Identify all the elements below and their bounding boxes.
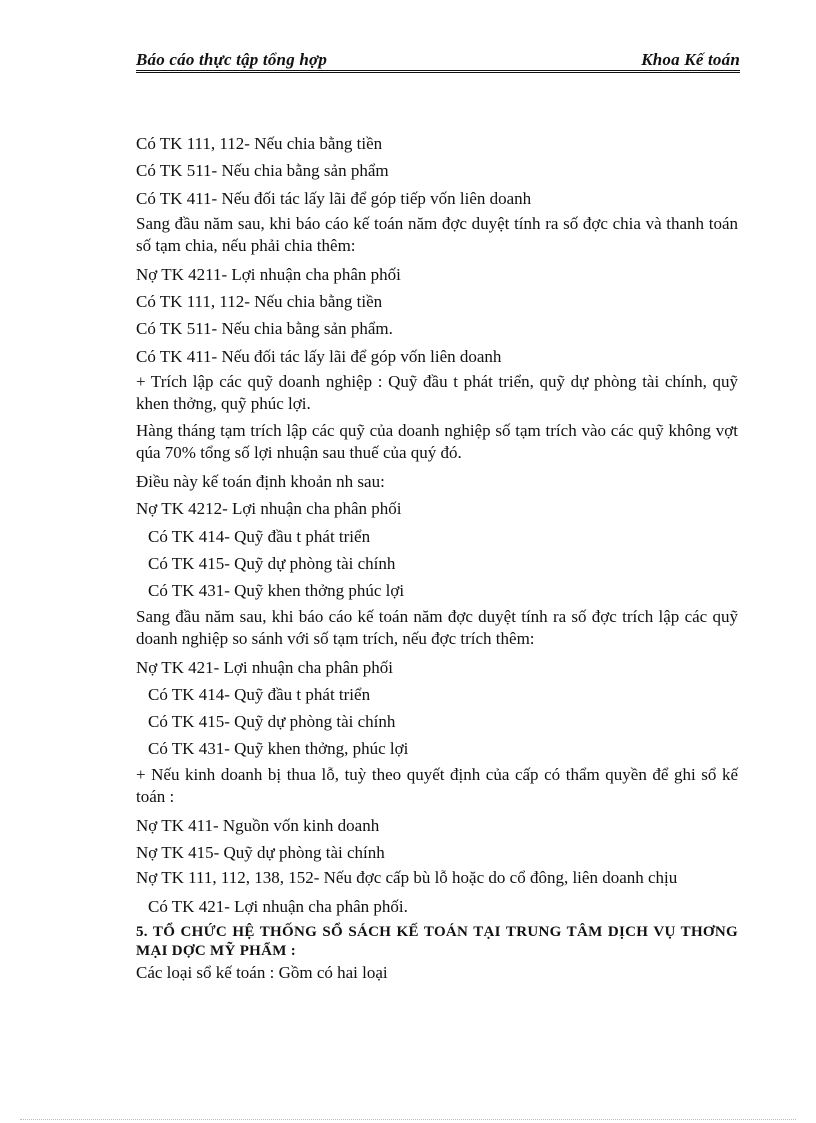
document-body — [136, 130, 738, 985]
body-line: Điều này kế toán định khoản nh sau: — [136, 472, 385, 492]
page-header — [136, 50, 740, 73]
body-paragraph: Hàng tháng tạm trích lập các quỹ của doanh nghiệp số tạm trích vào các quỹ không vợt qúa 70% tổng số lợi nhuận sau thuế của quý đó. — [136, 421, 738, 463]
body-line: Có TK 411- Nếu đối tác lấy lãi để góp tiếp vốn liên doanh — [136, 188, 532, 208]
body-line: Có TK 511- Nếu chia bằng sản phẩm — [136, 161, 389, 181]
header-department: Khoa Kế toán — [641, 50, 740, 69]
header-report-title: Báo cáo thực tập tổng hợp — [136, 50, 328, 69]
body-line: Có TK 111, 112- Nếu chia bằng tiền — [136, 292, 383, 312]
page-bottom-rule — [20, 1118, 796, 1120]
body-paragraph: Sang đầu năm sau, khi báo cáo kế toán năm đợc duyệt tính ra số đợc trích lập các quỹ doanh nghiệp so sánh với số tạm trích, nếu đợc trích thêm: — [136, 606, 738, 648]
body-line: Có TK 415- Quỹ dự phòng tài chính — [148, 553, 396, 573]
body-line: Có TK 431- Quỹ khen thởng phúc lợi — [148, 581, 405, 601]
body-line: Nợ TK 411- Nguồn vốn kinh doanh — [136, 815, 380, 835]
body-line: Có TK 431- Quỹ khen thởng, phúc lợi — [148, 739, 409, 759]
closing-line: Các loại sổ kế toán : Gồm có hai loại — [136, 962, 388, 982]
body-paragraph: Sang đầu năm sau, khi báo cáo kế toán năm đợc duyệt tính ra số đợc chia và thanh toán số tạm chia, nếu phải chia thêm: — [136, 213, 738, 255]
body-line: Nợ TK 4211- Lợi nhuận cha phân phối — [136, 264, 401, 284]
body-line: Có TK 421- Lợi nhuận cha phân phối. — [148, 897, 408, 917]
body-line: Có TK 415- Quỹ dự phòng tài chính — [148, 712, 396, 732]
body-line: Có TK 511- Nếu chia bằng sản phẩm. — [136, 319, 393, 339]
body-line: Nợ TK 415- Quỹ dự phòng tài chính — [136, 843, 385, 863]
body-paragraph: + Nếu kinh doanh bị thua lỗ, tuỳ theo quyết định của cấp có thẩm quyền để ghi sổ kế toán : — [136, 764, 738, 806]
body-line: Có TK 414- Quỹ đầu t phát triển — [148, 526, 371, 546]
body-line: Nợ TK 4212- Lợi nhuận cha phân phối — [136, 499, 402, 519]
body-line: Nợ TK 421- Lợi nhuận cha phân phối — [136, 657, 394, 677]
body-line: Có TK 414- Quỹ đầu t phát triển — [148, 684, 371, 704]
body-paragraph: Nợ TK 111, 112, 138, 152- Nếu đợc cấp bù lỗ hoặc do cổ đông, liên doanh chịu — [136, 868, 678, 888]
body-paragraph: + Trích lập các quỹ doanh nghiệp : Quỹ đầu t phát triển, quỹ dự phòng tài chính, quỹ khen thởng, quỹ phúc lợi. — [136, 372, 738, 414]
section-heading: 5. TỔ CHỨC HỆ THỐNG SỔ SÁCH KẾ TOÁN TẠI TRUNG TÂM DỊCH VỤ THƠNG MẠI DỢC MỸ PHẨM : — [136, 923, 738, 959]
body-line: Có TK 111, 112- Nếu chia bằng tiền — [136, 134, 383, 153]
body-line: Có TK 411- Nếu đối tác lấy lãi để góp vốn liên doanh — [136, 346, 502, 366]
